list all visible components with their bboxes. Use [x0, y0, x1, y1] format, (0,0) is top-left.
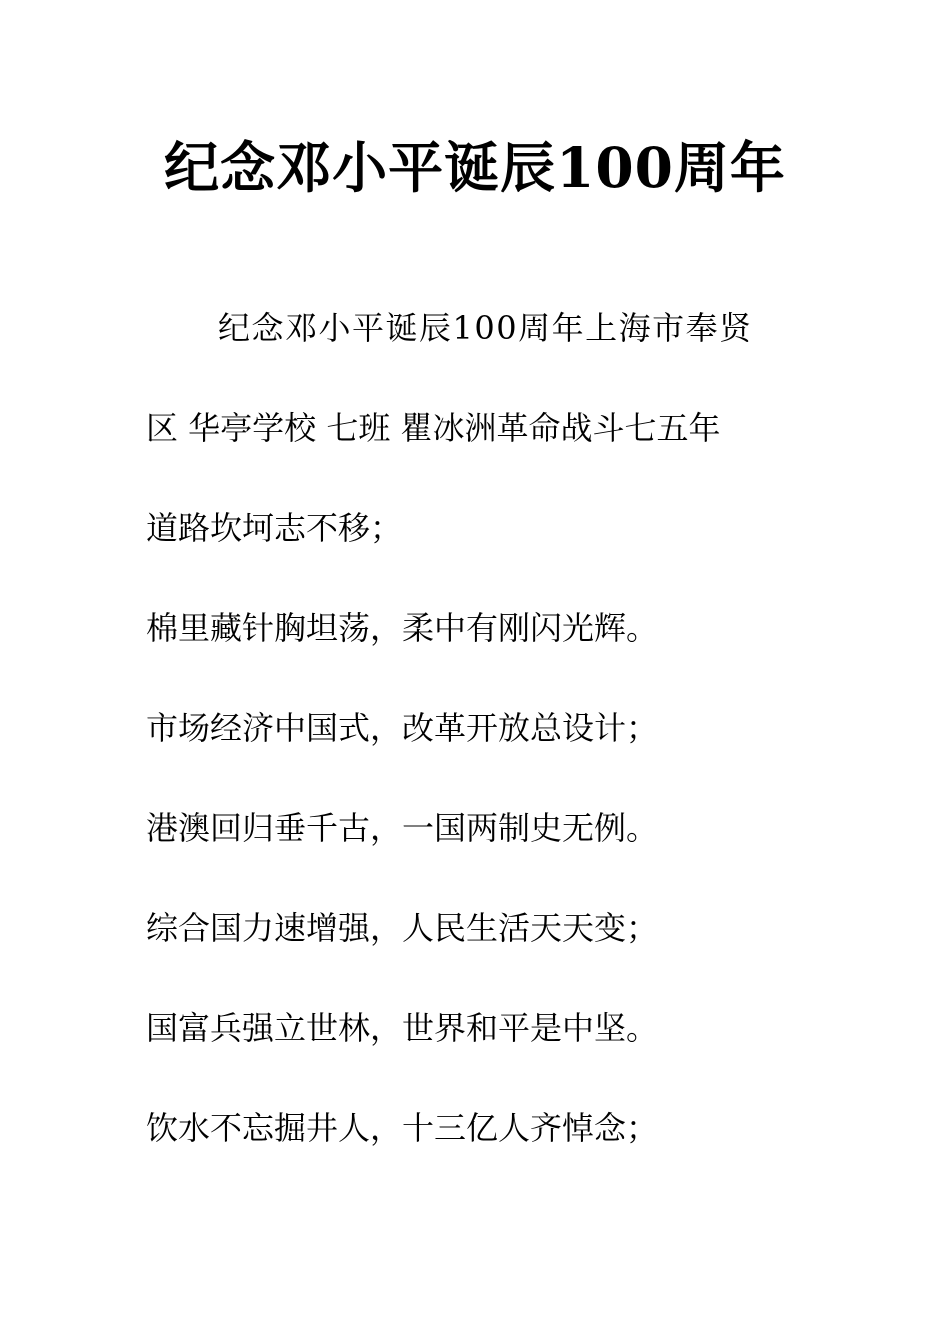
poem-body	[146, 278, 811, 1178]
poem-line: 道路坎坷志不移；	[146, 509, 403, 547]
poem-line: 国富兵强立世林，世界和平是中坚。	[146, 1009, 659, 1047]
document-title: 纪念邓小平诞辰100周年	[164, 135, 786, 200]
poem-line: 市场经济中国式，改革开放总设计；	[146, 709, 659, 747]
poem-line: 综合国力速增强，人民生活天天变；	[146, 909, 659, 947]
poem-line: 港澳回归垂千古，一国两制史无例。	[146, 809, 659, 847]
poem-line: 区 华亭学校 七班 瞿冰洲革命战斗七五年	[146, 409, 721, 447]
poem-line: 棉里藏针胸坦荡，柔中有刚闪光辉。	[146, 609, 659, 647]
poem-line: 纪念邓小平诞辰100周年上海市奉贤	[218, 309, 753, 347]
poem-line: 饮水不忘掘井人，十三亿人齐悼念；	[146, 1109, 659, 1147]
